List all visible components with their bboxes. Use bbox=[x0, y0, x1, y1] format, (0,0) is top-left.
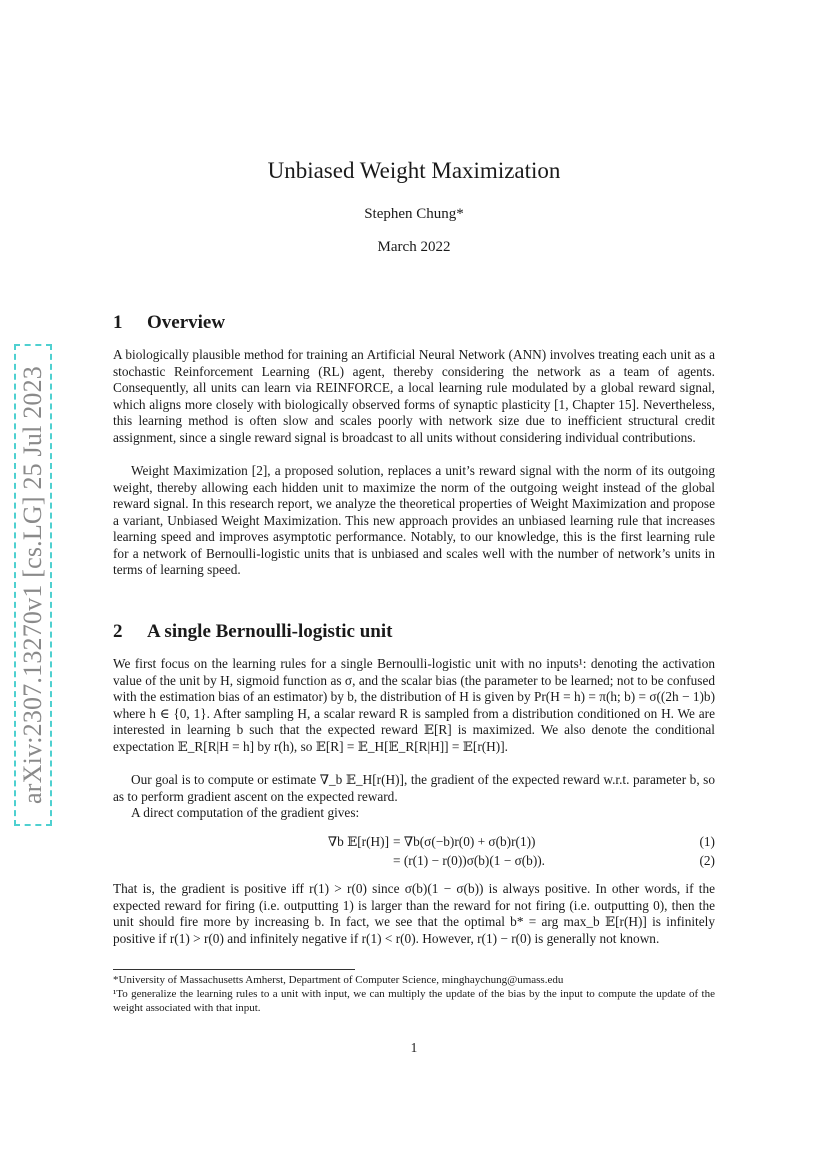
equation-rhs: = (r(1) − r(0))σ(b)(1 − σ(b)). bbox=[393, 853, 546, 868]
paper-title: Unbiased Weight Maximization bbox=[267, 158, 561, 183]
paragraph-overview-1: A biologically plausible method for training an Artificial Neural Network (ANN) involves treating each unit as a stochastic Reinforcement Learning (RL) agent, thereby considering the network as a team of agents. Consequently, all units can learn via REINFORCE, a local learning rule modulated by a global reward signal, which aligns more closely with biologically observed forms of synaptic plasticity [1, Chapter 15]. Nevertheless, this learning method is often slow and scales poorly with network size due to inefficient structural credit assignment, since a single reward signal is broadcast to all units without considering individual contributions. bbox=[113, 347, 715, 445]
equation-rhs: = ∇b(σ(−b)r(0) + σ(b)r(1)) bbox=[393, 834, 536, 849]
equation-2 bbox=[113, 853, 715, 871]
footnote-divider bbox=[113, 969, 355, 970]
paragraph-bernoulli-2: Our goal is to compute or estimate ∇_b 𝔼_H[r(H)], the gradient of the expected reward w.r.t. parameter b, so as to perform gradient ascent on the expected reward. bbox=[113, 772, 715, 804]
section-heading-overview bbox=[113, 312, 225, 334]
section-title: Overview bbox=[147, 312, 226, 333]
paragraph-bernoulli-3: A direct computation of the gradient gives: bbox=[131, 805, 360, 820]
equation-1 bbox=[113, 834, 715, 852]
arxiv-identifier bbox=[14, 344, 52, 826]
section-heading-bernoulli bbox=[113, 621, 392, 643]
section-title: A single Bernoulli-logistic unit bbox=[147, 621, 393, 642]
paragraph-overview-2: Weight Maximization [2], a proposed solution, replaces a unit’s reward signal with the norm of its outgoing weight, thereby allowing each hidden unit to maximize the norm of the outgoing weight instead of the global reward signal. In this research report, we analyze the theoretical properties of Weight Maximization and propose a variant, Unbiased Weight Maximization. This new approach provides an unbiased learning rule that increases learning speed and improves asymptotic performance. Notably, to our knowledge, this is the first learning rule for a network of Bernoulli-logistic units that is unbiased and scales well with the number of network’s units in terms of learning speed. bbox=[113, 463, 715, 577]
section-number: 2 bbox=[113, 621, 123, 642]
arxiv-identifier-text: arXiv:2307.13270v1 [cs.LG] 25 Jul 2023 bbox=[18, 366, 47, 804]
publication-date: March 2022 bbox=[377, 239, 451, 255]
equation-number: (2) bbox=[699, 853, 715, 868]
section-number: 1 bbox=[113, 312, 123, 333]
paragraph-bernoulli-4: That is, the gradient is positive iff r(1) > r(0) since σ(b)(1 − σ(b)) is always positive. In other words, if the expected reward for firing (i.e. outputting 1) is larger than the reward for not firing (i.e. outputting 0), then the unit should fire more by increasing b. In fact, we see that the optimal b* = arg max_b 𝔼[r(H)] is infinitely positive if r(1) > r(0) and infinitely negative if r(1) < r(0). However, r(1) − r(0) is generally not known. bbox=[113, 881, 715, 946]
equation-lhs: ∇b 𝔼[r(H)] bbox=[327, 834, 389, 849]
author-name: Stephen Chung* bbox=[364, 206, 464, 222]
paragraph-bernoulli-1: We first focus on the learning rules for a single Bernoulli-logistic unit with no inputs¹: denoting the activation value of the unit by H, sigmoid function as σ, and the scalar bias (the parameter to be learned; not to be confused with the estimation bias of an estimator) by b, the distribution of H is given by Pr(H = h) = π(h; b) = σ((2h − 1)b) where h ∈ {0, 1}. After sampling H, a scalar reward R is sampled from a distribution conditioned on H. We are interested in learning b such that the expected reward 𝔼[R] is maximized. We also denote the conditional expectation 𝔼_R[R|H = h] by r(h), so 𝔼[R] = 𝔼_H[𝔼_R[R|H]] = 𝔼[r(H)]. bbox=[113, 656, 715, 754]
footnote-affiliation: *University of Massachusetts Amherst, Department of Computer Science, minghaychung@umass.edu bbox=[113, 974, 564, 986]
footnote-1: ¹To generalize the learning rules to a unit with input, we can multiply the update of the bias by the input to compute the update of the weight associated with that input. bbox=[113, 988, 715, 1014]
equation-number: (1) bbox=[699, 834, 715, 849]
page-number: 1 bbox=[410, 1040, 418, 1055]
